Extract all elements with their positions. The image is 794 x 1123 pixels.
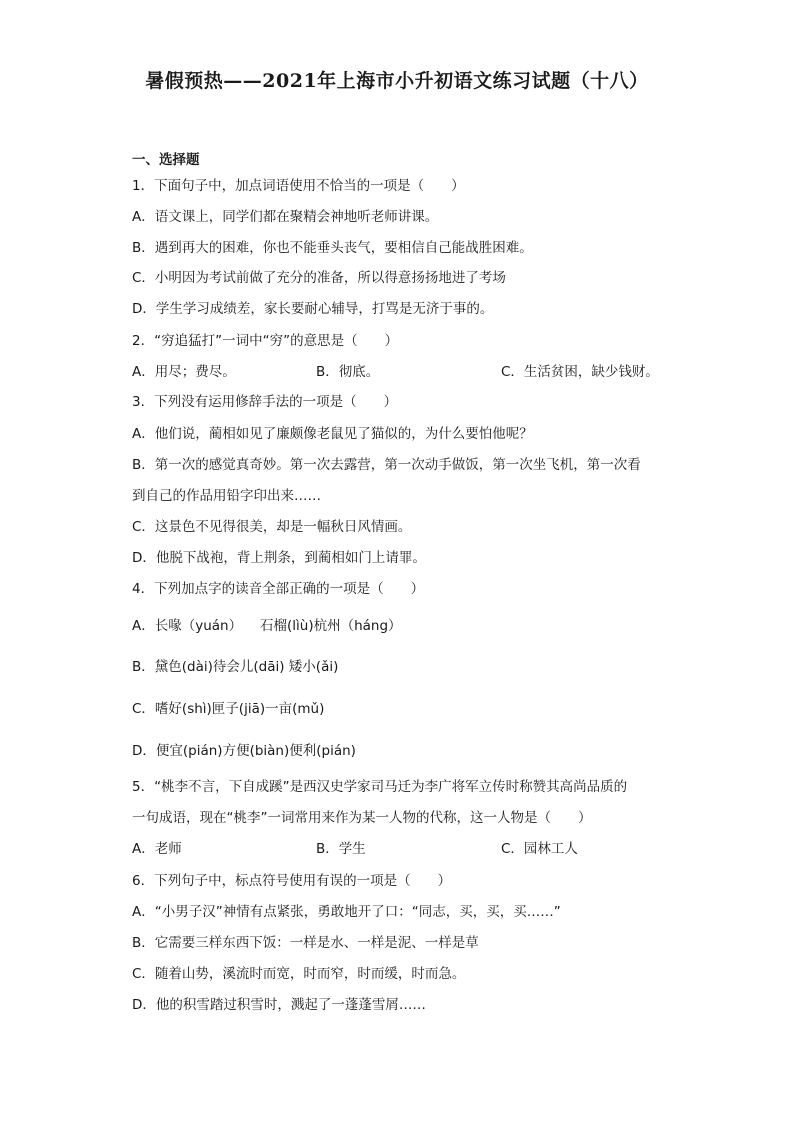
q4-option-a-part1: A．长喙（yuán） (132, 618, 243, 634)
q3-option-b-line1: B．第一次的感觉真奇妙。第一次去露营，第一次动手做饭，第一次坐飞机，第一次看 (132, 457, 641, 473)
q6-option-a: A．“小男子汉”神情有点紧张，勇敢地开了口：“同志，买，买，买……” (132, 904, 561, 920)
q2-stem: 2．“穷追猛打”一词中“穷”的意思是（ ） (132, 333, 399, 349)
q4-option-d: D．便宜(pián)方便(biàn)便利(pián) (132, 743, 356, 759)
q3-stem: 3．下列没有运用修辞手法的一项是（ ） (132, 394, 398, 410)
q1-stem: 1．下面句子中，加点词语使用不恰当的一项是（ ） (132, 178, 465, 194)
q3-option-a: A．他们说，蔺相如见了廉颇像老鼠见了猫似的，为什么要怕他呢？ (132, 426, 533, 442)
q1-option-d: D．学生学习成绩差，家长要耐心辅导，打骂是无济于事的。 (132, 301, 494, 317)
page-title: 暑假预热——2021年上海市小升初语文练习试题（十八） (145, 70, 649, 92)
q6-option-d: D．他的积雪踏过积雪时，溅起了一蓬蓬雪屑…… (132, 997, 426, 1013)
q5-option-a: A．老师 (132, 841, 182, 857)
q5-option-b: B．学生 (316, 841, 366, 857)
q2-option-c: C．生活贫困，缺少钱财。 (501, 364, 659, 380)
q3-option-c: C．这景色不见得很美，却是一幅秋日风情画。 (132, 519, 412, 535)
q1-option-c: C．小明因为考试前做了充分的准备，所以得意扬扬地进了考场 (132, 270, 506, 286)
q6-option-c: C．随着山势，溪流时而宽，时而窄，时而缓，时而急。 (132, 966, 466, 982)
q4-option-a-part2: 石榴(lìù)杭州（háng） (260, 618, 402, 634)
q1-option-b: B．遇到再大的困难，你也不能垂头丧气，要相信自己能战胜困难。 (132, 240, 533, 256)
q4-option-b: B．黛色(dài)待会儿(dāi) 矮小(ǎi) (132, 659, 339, 675)
q2-option-b: B．彻底。 (316, 364, 380, 380)
q1-option-a: A．语文课上，同学们都在聚精会神地听老师讲课。 (132, 209, 439, 225)
q4-option-c: C．嗜好(shì)匣子(jiā)一亩(mǔ) (132, 701, 325, 717)
section-heading: 一、选择题 (132, 152, 200, 168)
q6-option-b: B．它需要三样东西下饭：一样是水、一样是泥、一样是草 (132, 935, 479, 951)
q6-stem: 6．下列句子中，标点符号使用有误的一项是（ ） (132, 873, 452, 889)
q3-option-b-line2: 到自己的作品用铅字印出来…… (132, 488, 321, 504)
q5-stem-line2: 一句成语，现在“桃李”一词常用来作为某一人物的代称，这一人物是（ ） (132, 810, 592, 826)
q4-stem: 4．下列加点字的读音全部正确的一项是（ ） (132, 581, 425, 597)
q5-option-c: C．园林工人 (501, 841, 578, 857)
q2-option-a: A．用尽；费尽。 (132, 364, 236, 380)
q3-option-d: D．他脱下战袍，背上荆条，到蔺相如门上请罪。 (132, 550, 426, 566)
q5-stem-line1: 5．“桃李不言，下自成蹊”是西汉史学家司马迁为李广将军立传时称赞其高尚品质的 (132, 779, 628, 795)
